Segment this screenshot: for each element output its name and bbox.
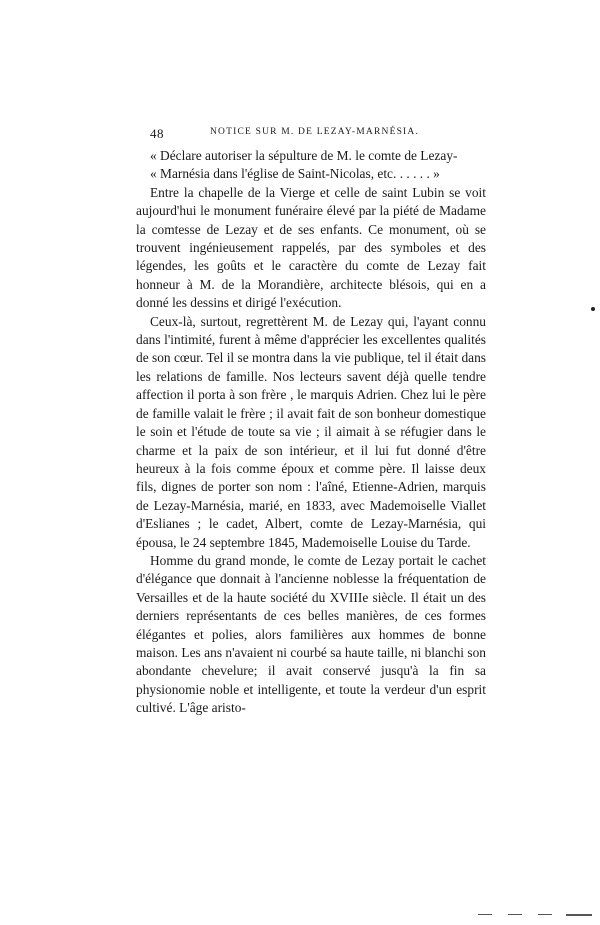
body-text xyxy=(136,147,486,718)
page-header xyxy=(150,126,485,144)
scan-mark xyxy=(478,914,492,915)
margin-mark xyxy=(591,307,595,311)
footer-scan-marks xyxy=(478,914,593,917)
running-head: NOTICE SUR M. DE LEZAY-MARNÉSIA. xyxy=(210,127,420,137)
paragraph-monument: Entre la chapelle de la Vierge et celle de saint Lubin se voit aujourd'hui le monument funéraire élevé par la piété de Madame la comtesse de Lezay et de ses enfants. Ce monument, où se trouvent ingénieusement rappelés, par des symboles et des légendes, les goûts et le caractère du comte de Lezay fait honneur à M. de la Morandière, architecte blésois, qui en a donné les dessins et dirigé l'exécution. xyxy=(136,184,486,311)
scan-mark xyxy=(508,914,522,915)
quote-line-2: « Marnésia dans l'église de Saint-Nicolas, etc. . . . . . » xyxy=(150,166,440,182)
scan-mark xyxy=(566,914,592,916)
quote-line-1: « Déclare autoriser la sépulture de M. le comte de Lezay- xyxy=(150,148,458,163)
scan-mark xyxy=(538,914,552,915)
page-number: 48 xyxy=(150,126,164,141)
paragraph-character: Homme du grand monde, le comte de Lezay portait le cachet d'élégance que donnait à l'ancienne noblesse la fréquentation de Versailles et de la haute société du XVIIIe siècle. Il était un des derniers représentants de ces belles manières, de ces formes élégantes et polies, alors familières aux hommes de bonne maison. Les ans n'avaient ni courbé sa haute taille, ni blanchi son abondante chevelure; il avait conservé jusqu'à la fin sa physionomie noble et intelligente, et toute la verdeur d'un esprit cultivé. L'âge aristo- xyxy=(136,552,486,716)
paragraph-family: Ceux-là, surtout, regrettèrent M. de Lezay qui, l'ayant connu dans l'intimité, furent à même d'apprécier les excellentes qualités de son cœur. Tel il se montra dans la vie publique, tel il était dans les relations de famille. Nos lecteurs savent déjà quelle tendre affection il porta à son frère , le marquis Adrien. Chez lui le père de famille valait le frère ; il avait fait de son bonheur domestique le soin et l'étude de toute sa vie ; il aimait à se réfugier dans le charme et la paix de son intérieur, et il lui fut donné d'être heureux à la fois comme époux et comme père. Il laisse deux fils, dignes de porter son nom : l'aîné, Etienne-Adrien, marquis de Lezay-Marnésia, marié, en 1833, avec Mademoiselle Viallet d'Eslianes ; le cadet, Albert, comte de Lezay-Marnésia, qui épousa, le 24 septembre 1845, Mademoiselle Louise du Tarde. xyxy=(136,313,486,550)
